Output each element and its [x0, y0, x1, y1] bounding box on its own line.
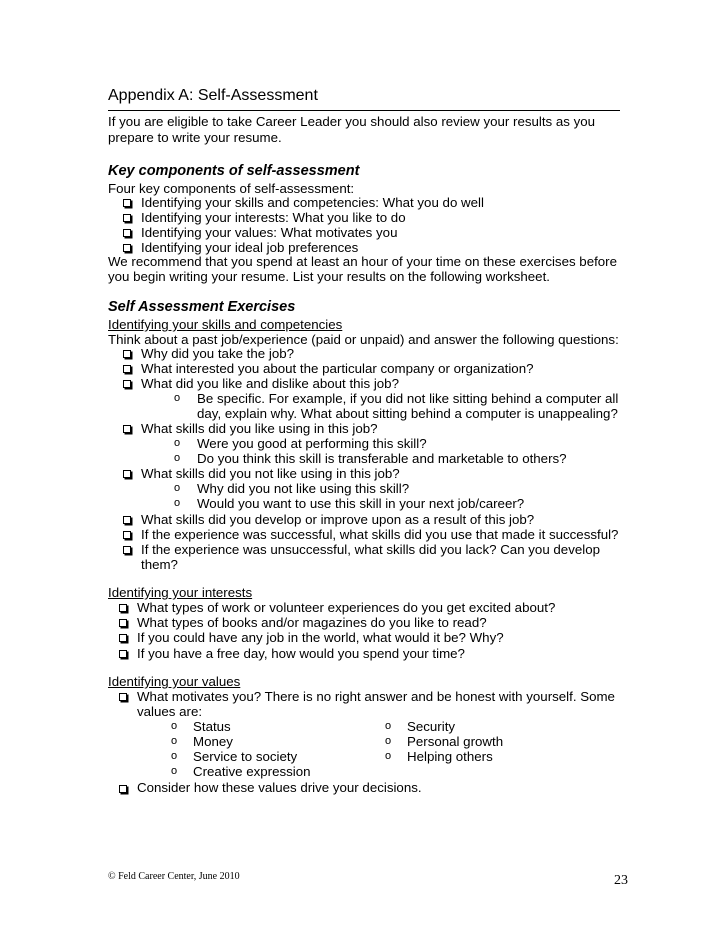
skills-lead: Think about a past job/experience (paid or unpaid) and answer the following questions:: [108, 332, 619, 347]
value-option: Status: [193, 719, 231, 734]
key-item: Identifying your skills and competencies: What you do well: [141, 195, 484, 210]
circle-bullet-icon: o: [385, 720, 392, 732]
skills-subpoint: Be specific. For example, if you did not like sitting behind a computer all: [197, 391, 619, 406]
values-question: What motivates you? There is no right answer and be honest with yourself. Some: [137, 689, 615, 704]
value-option: Helping others: [407, 749, 493, 764]
circle-bullet-icon: o: [174, 437, 181, 449]
interests-item: What types of books and/or magazines do you like to read?: [137, 615, 487, 630]
circle-bullet-icon: o: [171, 750, 178, 762]
key-note-line-1: We recommend that you spend at least an hour of your time on these exercises before: [108, 254, 618, 269]
page-number: 23: [614, 873, 628, 888]
values-question-cont: values are:: [137, 704, 203, 719]
value-option: Service to society: [193, 749, 298, 764]
checkbox-bullet-icon: [123, 546, 131, 554]
page-title: Appendix A: Self-Assessment: [108, 87, 318, 104]
checkbox-bullet-icon: [123, 199, 131, 207]
interests-item: What types of work or volunteer experiences do you get excited about?: [137, 600, 556, 615]
key-note-line-2: you begin writing your resume. List your results on the following worksheet.: [108, 269, 550, 284]
footer-copyright: © Feld Career Center, June 2010: [108, 871, 240, 882]
circle-bullet-icon: o: [385, 750, 392, 762]
skills-subpoint: Were you good at performing this skill?: [197, 436, 427, 451]
skills-question-cont: them?: [141, 557, 178, 572]
checkbox-bullet-icon: [119, 619, 127, 627]
intro-line-2: prepare to write your resume.: [108, 130, 282, 145]
skills-question: What skills did you not like using in this job?: [141, 466, 400, 481]
checkbox-bullet-icon: [123, 244, 131, 252]
key-item: Identifying your ideal job preferences: [141, 240, 359, 255]
key-components-heading: Key components of self-assessment: [108, 163, 360, 179]
checkbox-bullet-icon: [123, 229, 131, 237]
value-option: Money: [193, 734, 233, 749]
checkbox-bullet-icon: [119, 693, 127, 701]
values-question: Consider how these values drive your decisions.: [137, 780, 422, 795]
circle-bullet-icon: o: [174, 497, 181, 509]
skills-subpoint-cont: day, explain why. What about sitting behind a computer is unappealing?: [197, 406, 618, 421]
circle-bullet-icon: o: [174, 452, 181, 464]
checkbox-bullet-icon: [119, 634, 127, 642]
checkbox-bullet-icon: [123, 470, 131, 478]
skills-question: Why did you take the job?: [141, 346, 295, 361]
checkbox-bullet-icon: [123, 531, 131, 539]
interests-item: If you have a free day, how would you spend your time?: [137, 646, 465, 661]
skills-question: What interested you about the particular company or organization?: [141, 361, 534, 376]
skills-question: If the experience was successful, what skills did you use that made it successful?: [141, 527, 619, 542]
skills-question: What skills did you develop or improve upon as a result of this job?: [141, 512, 535, 527]
value-option: Creative expression: [193, 764, 311, 779]
skills-question: If the experience was unsuccessful, what skills did you lack? Can you develop: [141, 542, 600, 557]
circle-bullet-icon: o: [171, 735, 178, 747]
skills-subpoint: Why did you not like using this skill?: [197, 481, 410, 496]
checkbox-bullet-icon: [123, 350, 131, 358]
checkbox-bullet-icon: [123, 425, 131, 433]
circle-bullet-icon: o: [171, 765, 178, 777]
interests-item: If you could have any job in the world, what would it be? Why?: [137, 630, 504, 645]
skills-subpoint: Would you want to use this skill in your next job/career?: [197, 496, 525, 511]
circle-bullet-icon: o: [174, 392, 181, 404]
values-heading: Identifying your values: [108, 674, 241, 689]
circle-bullet-icon: o: [171, 720, 178, 732]
checkbox-bullet-icon: [123, 365, 131, 373]
key-item: Identifying your interests: What you like to do: [141, 210, 406, 225]
checkbox-bullet-icon: [119, 785, 127, 793]
skills-question: What skills did you like using in this job?: [141, 421, 378, 436]
skills-heading: Identifying your skills and competencies: [108, 317, 343, 332]
value-option: Security: [407, 719, 456, 734]
key-lead: Four key components of self-assessment:: [108, 181, 355, 196]
checkbox-bullet-icon: [123, 214, 131, 222]
intro-line-1: If you are eligible to take Career Leader you should also review your results as you: [108, 114, 596, 129]
value-option: Personal growth: [407, 734, 504, 749]
interests-heading: Identifying your interests: [108, 585, 253, 600]
checkbox-bullet-icon: [123, 516, 131, 524]
checkbox-bullet-icon: [123, 380, 131, 388]
checkbox-bullet-icon: [119, 604, 127, 612]
title-rule: [108, 110, 620, 111]
skills-question: What did you like and dislike about this job?: [141, 376, 399, 391]
checkbox-bullet-icon: [119, 650, 127, 658]
circle-bullet-icon: o: [385, 735, 392, 747]
exercises-heading: Self Assessment Exercises: [108, 299, 296, 315]
skills-subpoint: Do you think this skill is transferable and marketable to others?: [197, 451, 567, 466]
key-item: Identifying your values: What motivates you: [141, 225, 398, 240]
circle-bullet-icon: o: [174, 482, 181, 494]
